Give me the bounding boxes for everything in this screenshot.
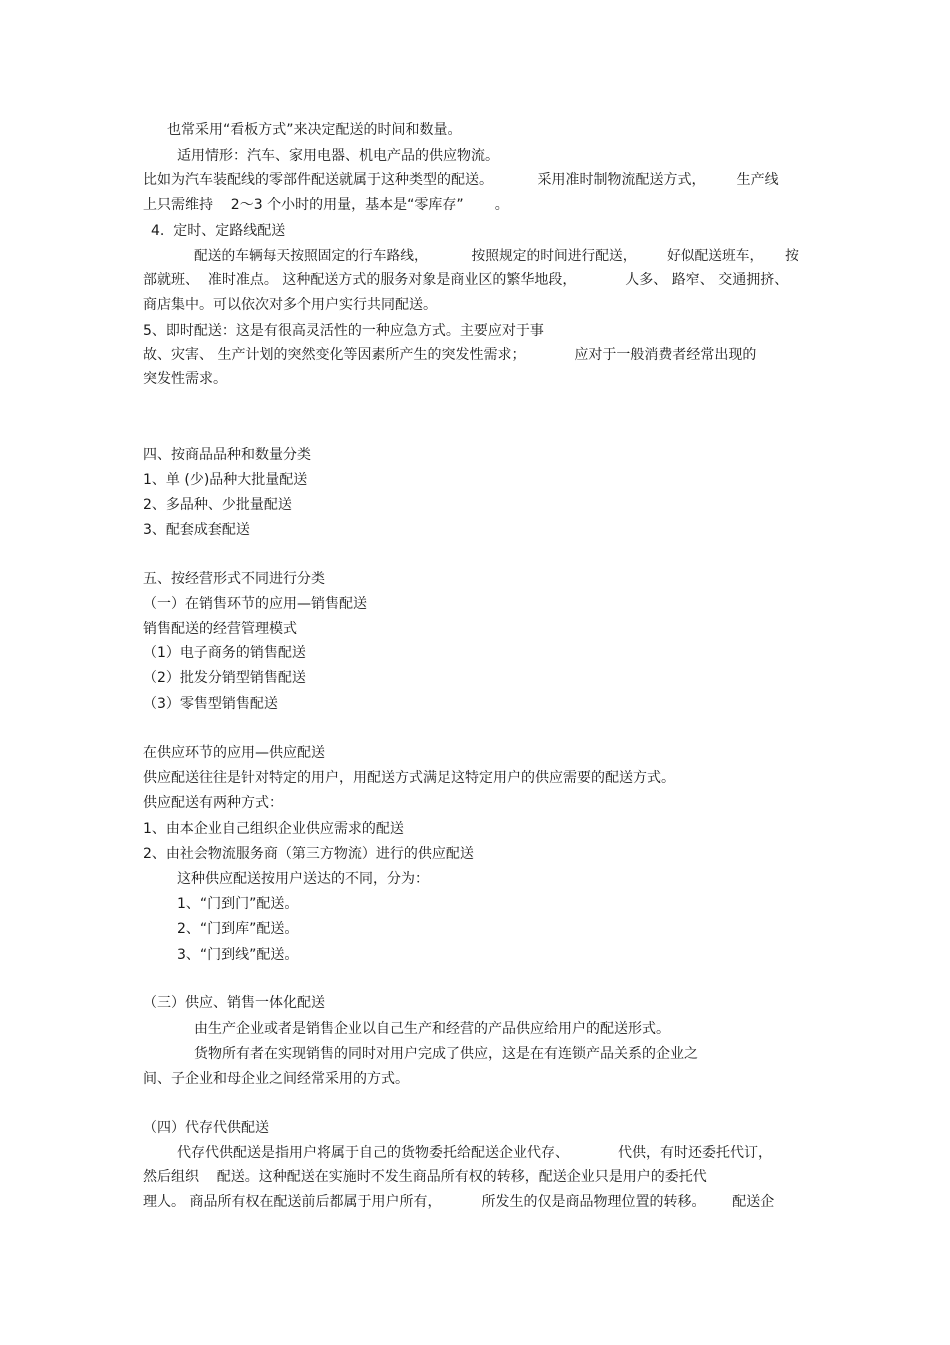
text-line-31: （三）供应、销售一体化配送 [143,995,325,1011]
section-heading-4: 四、按商品品种和数量分类 [143,447,311,463]
text-line-10: 故、灾害、 生产计划的突然变化等因素所产生的突发性需求； 应对于一般消费者经常出现的 [143,347,757,363]
text-line-29: 2、“门到库”配送。 [177,921,299,937]
text-line-7: 部就班、 准时准点。 这种配送方式的服务对象是商业区的繁华地段， 人多、 路窄、 交通拥挤、 [143,272,789,288]
text-line-26: 2、由社会物流服务商（第三方物流）进行的供应配送 [143,846,474,862]
text-line-19: （1）电子商务的销售配送 [143,645,306,661]
text-line-2: 适用情形：汽车、家用电器、机电产品的供应物流。 [177,148,499,164]
text-line-5: 4. 定时、定路线配送 [151,223,286,239]
text-line-33: 货物所有者在实现销售的同时对用户完成了供应，这是在有连锁产品关系的企业之 [194,1046,698,1062]
text-line-30: 3、“门到线”配送。 [177,947,299,963]
text-line-6: 配送的车辆每天按照固定的行车路线， 按照规定的时间进行配送， 好似配送班车， 按 [194,248,799,264]
text-line-36: 代存代供配送是指用户将属于自己的货物委托给配送企业代存、 代供，有时还委托代订， [177,1145,772,1161]
text-line-9: 5、即时配送：这是有很高灵活性的一种应急方式。主要应对于事 [143,323,544,339]
text-line-32: 由生产企业或者是销售企业以自己生产和经营的产品供应给用户的配送形式。 [194,1021,670,1037]
text-line-18: 销售配送的经营管理模式 [143,621,297,637]
text-line-11: 突发性需求。 [143,371,227,387]
text-line-13: 1、单 (少)品种大批量配送 [143,472,308,488]
section-heading-5: 五、按经营形式不同进行分类 [143,571,325,587]
text-line-17: （一）在销售环节的应用—销售配送 [143,596,367,612]
text-line-25: 1、由本企业自己组织企业供应需求的配送 [143,821,404,837]
text-line-34: 间、子企业和母企业之间经常采用的方式。 [143,1071,409,1087]
text-line-8: 商店集中。可以依次对多个用户实行共同配送。 [143,297,437,313]
text-line-21: （3）零售型销售配送 [143,696,278,712]
text-line-28: 1、“门到门”配送。 [177,896,299,912]
text-line-22: 在供应环节的应用—供应配送 [143,745,325,761]
text-line-4: 上只需维持 2～3 个小时的用量，基本是“零库存” 。 [143,197,509,213]
text-line-15: 3、配套成套配送 [143,522,250,538]
text-line-23: 供应配送往往是针对特定的用户，用配送方式满足这特定用户的供应需要的配送方式。 [143,770,675,786]
text-line-24: 供应配送有两种方式： [143,795,283,811]
text-line-35: （四）代存代供配送 [143,1120,269,1136]
text-line-38: 理人。 商品所有权在配送前后都属于用户所有， 所发生的仅是商品物理位置的转移。 配送企 [143,1194,775,1210]
text-line-37: 然后组织 配送。这种配送在实施时不发生商品所有权的转移，配送企业只是用户的委托代 [143,1169,707,1185]
text-line-14: 2、多品种、少批量配送 [143,497,292,513]
text-line-3: 比如为汽车装配线的零部件配送就属于这种类型的配送。 采用准时制物流配送方式， 生产线 [143,172,779,188]
text-line-27: 这种供应配送按用户送达的不同，分为： [177,871,429,887]
text-line-1: 也常采用“看板方式”来决定配送的时间和数量。 [167,122,462,138]
text-line-20: （2）批发分销型销售配送 [143,670,306,686]
